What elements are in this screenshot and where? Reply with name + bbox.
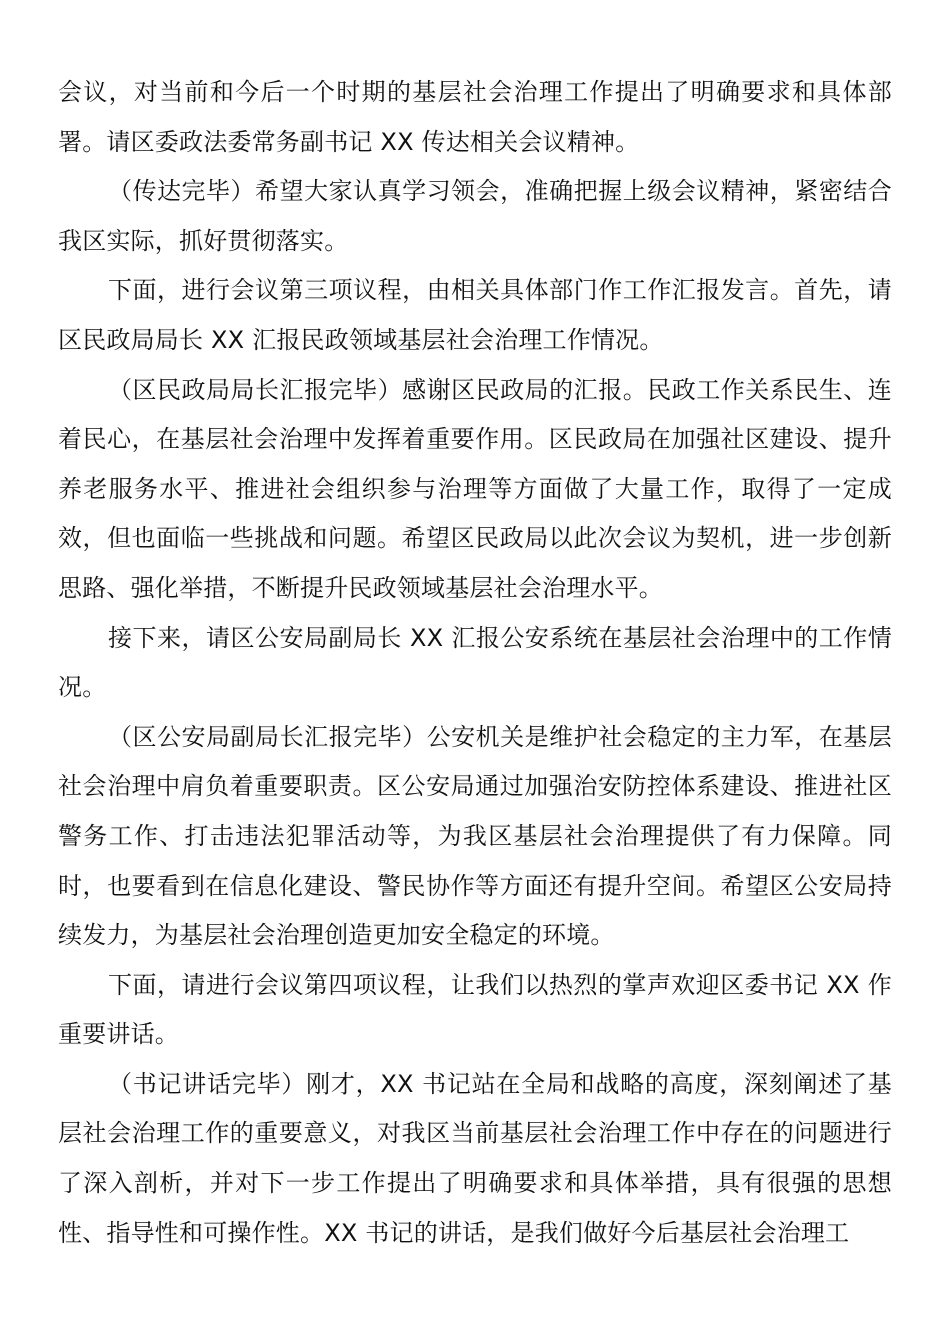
paragraph-public-security-intro: 接下来，请区公安局副局长 XX 汇报公安系统在基层社会治理中的工作情况。 (58, 623, 892, 702)
paragraph-agenda-four: 下面，请进行会议第四项议程，让我们以热烈的掌声欢迎区委书记 XX 作重要讲话。 (58, 970, 892, 1049)
paragraph-secretary-speech-comment: （书记讲话完毕）刚才，XX 书记站在全局和战略的高度，深刻阐述了基层社会治理工作的重要意义，对我区当前基层社会治理工作中存在的问题进行了深入剖析，并对下一步工作提出了明确要求和具体举措，具有很强的思想性、指导性和可操作性。XX 书记的讲话，是我们做好今后基层社会治理工 (58, 1069, 892, 1247)
paragraph-public-security-comment: （区公安局副局长汇报完毕）公安机关是维护社会稳定的主力军，在基层社会治理中肩负着重要职责。区公安局通过加强治安防控体系建设、推进社区警务工作、打击违法犯罪活动等，为我区基层社会治理提供了有力保障。同时，也要看到在信息化建设、警民协作等方面还有提升空间。希望区公安局持续发力，为基层社会治理创造更加安全稳定的环境。 (58, 722, 892, 950)
paragraph-civil-affairs-comment: （区民政局局长汇报完毕）感谢区民政局的汇报。民政工作关系民生、连着民心，在基层社会治理中发挥着重要作用。区民政局在加强社区建设、提升养老服务水平、推进社会组织参与治理等方面做了大量工作，取得了一定成效，但也面临一些挑战和问题。希望区民政局以此次会议为契机，进一步创新思路、强化举措，不断提升民政领域基层社会治理水平。 (58, 375, 892, 602)
paragraph-transmission-done: （传达完毕）希望大家认真学习领会，准确把握上级会议精神，紧密结合我区实际，抓好贯彻落实。 (58, 177, 892, 255)
paragraph-continued: 会议，对当前和今后一个时期的基层社会治理工作提出了明确要求和具体部署。请区委政法委常务副书记 XX 传达相关会议精神。 (58, 78, 892, 156)
paragraph-agenda-three: 下面，进行会议第三项议程，由相关具体部门作工作汇报发言。首先，请区民政局局长 XX 汇报民政领域基层社会治理工作情况。 (58, 276, 892, 354)
document-body (58, 68, 892, 1258)
